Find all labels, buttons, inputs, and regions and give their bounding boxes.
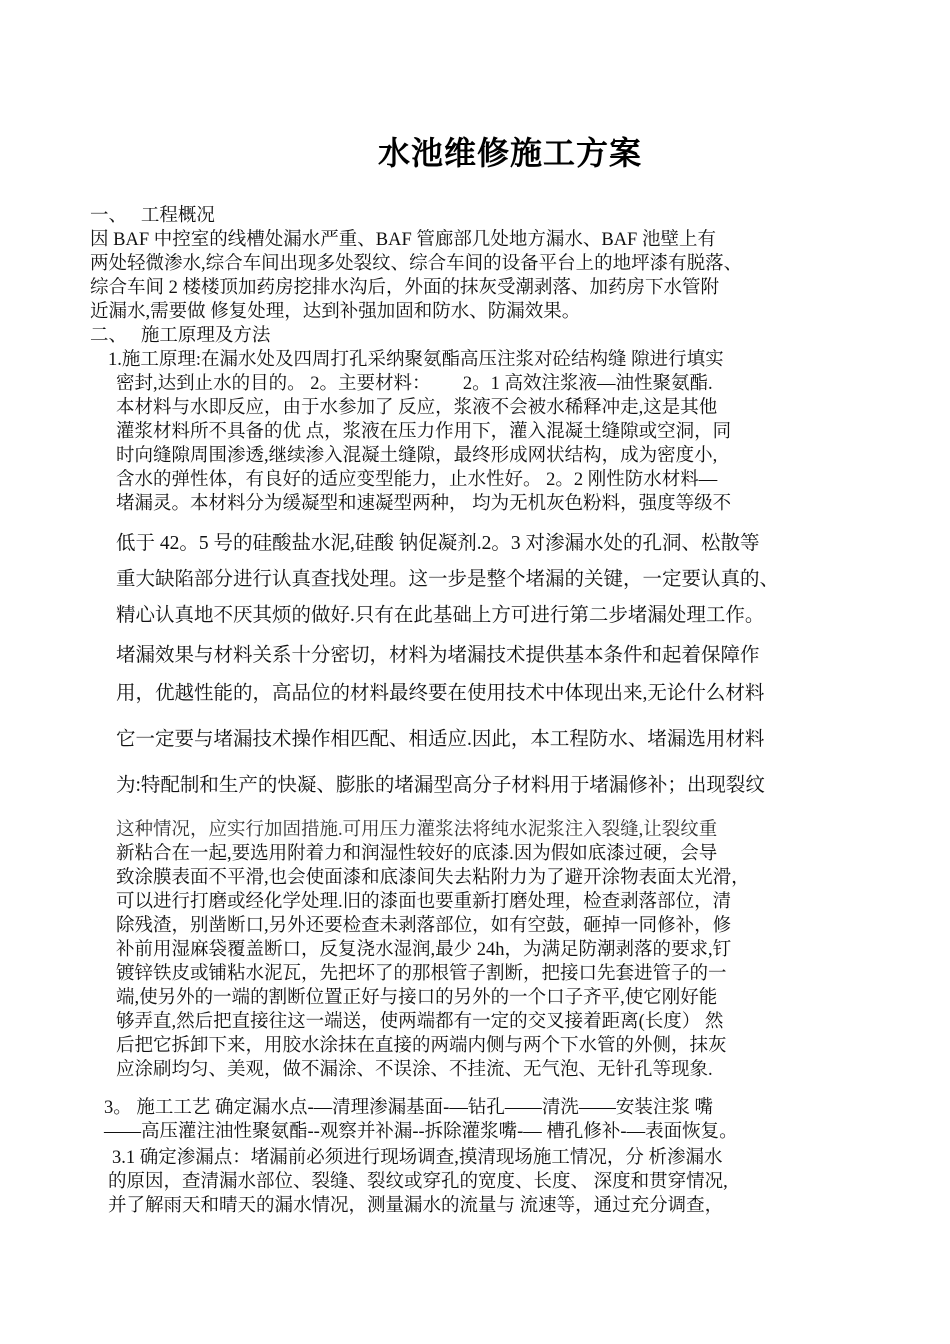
text-line: 精心认真地不厌其烦的做好.只有在此基础上方可进行第二步堵漏处理工作。 xyxy=(116,605,765,626)
text-line: 低于 42。5 号的硅酸盐水泥,硅酸 钠促凝剂.2。3 对渗漏水处的孔洞、松散等 xyxy=(116,533,760,554)
text-line: 因 BAF 中控室的线槽处漏水严重、BAF 管廊部几处地方漏水、BAF 池壁上有 xyxy=(90,230,716,250)
text-line: 后把它拆卸下来，用胶水涂抹在直接的两端内侧与两个下水管的外侧，抹灰 xyxy=(116,1036,727,1056)
text-line: 灌浆材料所不具备的优 点，浆液在压力作用下，灌入混凝土缝隙或空洞，同 xyxy=(116,422,732,442)
text-line: 除残渣，别凿断口,另外还要检查未剥落部位，如有空鼓，砸掉一同修补，修 xyxy=(116,916,732,936)
text-line: 堵漏灵。本材料分为缓凝型和速凝型两种， 均为无机灰色粉料，强度等级不 xyxy=(116,494,732,514)
text-line: 应涂刷均匀、美观，做不漏涂、不误涂、不挂流、无气泡、无针孔等现象. xyxy=(116,1060,713,1080)
text-line: 致涂膜表面不平滑,也会使面漆和底漆间失去粘附力为了避开涂物表面太光滑， xyxy=(116,868,750,888)
text-line: 1.施工原理:在漏水处及四周打孔采纳聚氨酯高压注浆对砼结构缝 隙进行填实 xyxy=(108,350,724,370)
text-line: 的原因，查清漏水部位、裂缝、裂纹或穿孔的宽度、长度、 深度和贯穿情况, xyxy=(108,1172,728,1192)
text-line: 堵漏效果与材料关系十分密切，材料为堵漏技术提供基本条件和起着保障作 xyxy=(116,645,760,666)
text-line: 够弄直,然后把直接往这一端送，使两端都有一定的交叉接着距离(长度） 然 xyxy=(116,1012,724,1032)
text-line: ——高压灌注油性聚氨酯--观察并补漏--拆除灌浆嘴-— 槽孔修补-—表面恢复。 xyxy=(104,1122,738,1142)
text-line: 两处轻微渗水,综合车间出现多处裂纹、综合车间的设备平台上的地坪漆有脱落、 xyxy=(90,254,743,274)
text-line: 本材料与水即反应，由于水参加了 反应，浆液不会被水稀释冲走,这是其他 xyxy=(116,398,718,418)
text-line: 一、 工程概况 xyxy=(90,206,215,226)
text-line: 用，优越性能的，高品位的材料最终要在使用技术中体现出来,无论什么材料 xyxy=(116,683,765,704)
text-line: 重大缺陷部分进行认真查找处理。这一步是整个堵漏的关键，一定要认真的、 xyxy=(116,569,780,590)
text-line: 3.1 确定渗漏点：堵漏前必须进行现场调查,摸清现场施工情况，分 析渗漏水 xyxy=(112,1148,723,1168)
text-line: 3。 施工工艺 确定漏水点-—清理渗漏基面-—钻孔——清洗——安装注浆 嘴 xyxy=(104,1098,713,1118)
text-line: 含水的弹性体，有良好的适应变型能力，止水性好。 2。2 刚性防水材料— xyxy=(116,470,718,490)
document-title: 水池维修施工方案 xyxy=(377,134,642,172)
text-line: 密封,达到止水的目的。 2。主要材料： 2。1 高效注浆液—油性聚氨酯. xyxy=(116,374,713,394)
text-line: 综合车间 2 楼楼顶加药房挖排水沟后，外面的抹灰受潮剥落、加药房下水管附 xyxy=(90,278,720,298)
text-line: 镀锌铁皮或铺粘水泥瓦，先把坏了的那根管子割断，把接口先套进管子的一 xyxy=(116,964,727,984)
text-line: 补前用湿麻袋覆盖断口，反复浇水湿润,最少 24h，为满足防潮剥落的要求,钉 xyxy=(116,940,732,960)
text-line: 新粘合在一起,要选用附着力和润湿性较好的底漆.因为假如底漆过硬，会导 xyxy=(116,844,718,864)
text-line: 它一定要与堵漏技术操作相匹配、相适应.因此，本工程防水、堵漏选用材料 xyxy=(116,729,765,750)
text-line: 端,使另外的一端的割断位置正好与接口的另外的一个口子齐平,使它刚好能 xyxy=(116,988,718,1008)
text-line: 近漏水,需要做 修复处理，达到补强加固和防水、防漏效果。 xyxy=(90,302,581,322)
text-line: 时向缝隙周围渗透,继续渗入混凝土缝隙，最终形成网状结构，成为密度小, xyxy=(116,446,718,466)
text-line: 可以进行打磨或经化学处理.旧的漆面也要重新打磨处理，检查剥落部位，清 xyxy=(116,892,732,912)
text-line: 为:特配制和生产的快凝、膨胀的堵漏型高分子材料用于堵漏修补；出现裂纹 xyxy=(116,775,765,796)
text-line: 并了解雨天和晴天的漏水情况，测量漏水的流量与 流速等，通过充分调查， xyxy=(108,1196,724,1216)
text-line: 二、 施工原理及方法 xyxy=(90,326,271,346)
text-line: 这种情况，应实行加固措施.可用压力灌浆法将纯水泥浆注入裂缝,让裂纹重 xyxy=(116,820,718,840)
